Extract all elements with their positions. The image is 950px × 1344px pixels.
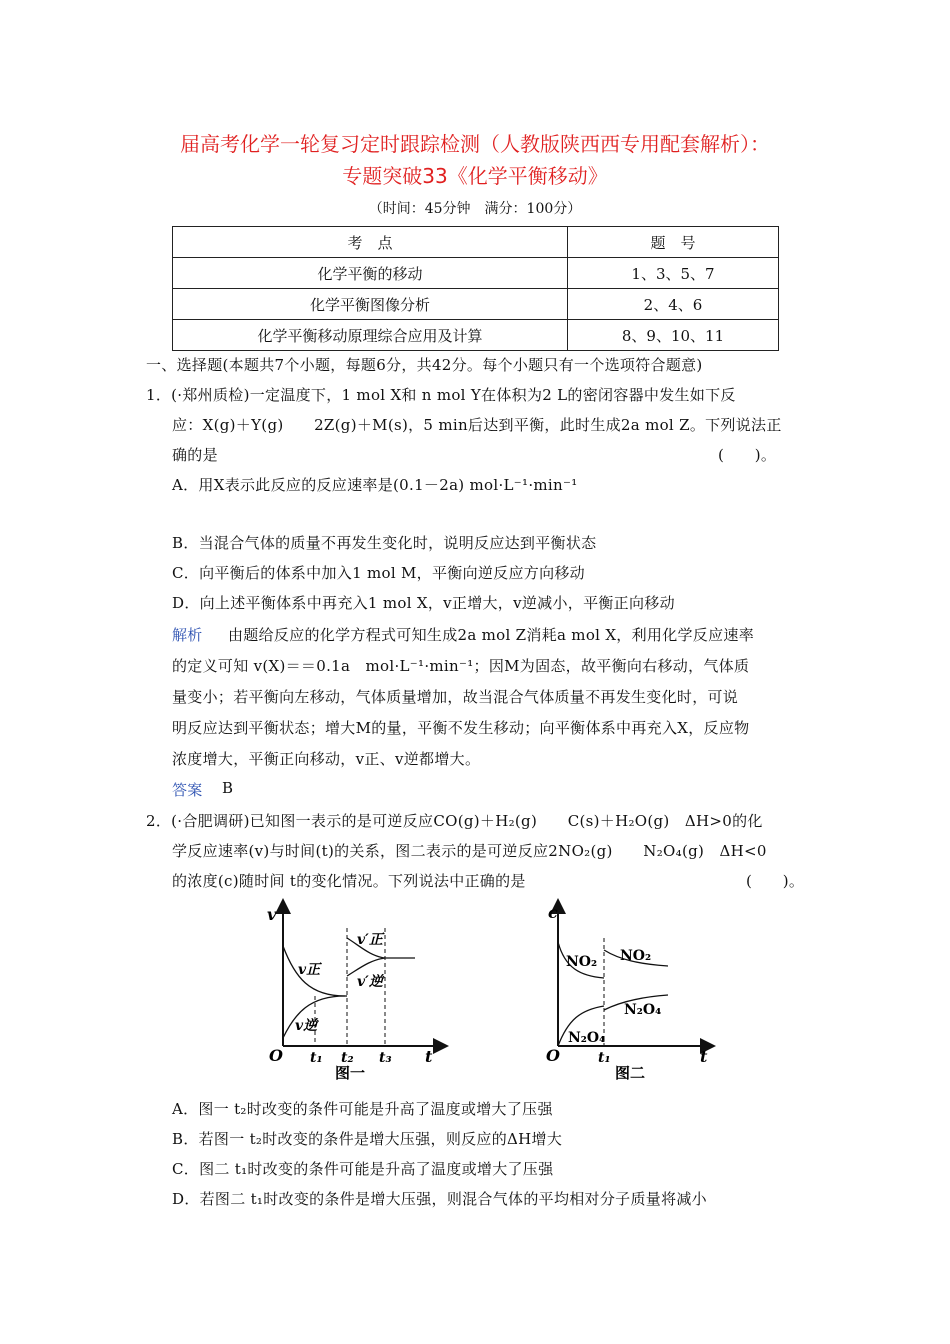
q1-line1: 1．(·郑州质检)一定温度下，1 mol X和 n mol Y在体积为2 L的密闭容器中发生如下反	[146, 386, 736, 404]
curve-label: v′正	[357, 932, 383, 948]
analysis-line: 量变小；若平衡向左移动，气体质量增加，故当混合气体质量不再发生变化时，可说	[172, 688, 739, 706]
curve-label: NO₂	[620, 948, 652, 964]
curve-label: v逆	[295, 1018, 318, 1034]
table-cell: 8、9、10、11	[568, 320, 779, 351]
origin-label: O	[546, 1046, 560, 1065]
curve-label: N₂O₄	[624, 1002, 662, 1018]
origin-label: O	[269, 1046, 283, 1065]
q1-option-d: D．向上述平衡体系中再充入1 mol X，v正增大，v逆减小，平衡正向移动	[172, 594, 675, 612]
tick-label: t₁	[598, 1050, 611, 1066]
table-cell: 化学平衡图像分析	[173, 289, 568, 320]
doc-title-line2: 专题突破33《化学平衡移动》	[342, 164, 608, 188]
q2-option-a: A．图一 t₂时改变的条件可能是升高了温度或增大了压强	[172, 1100, 553, 1118]
topic-table	[172, 226, 779, 351]
analysis-line: 由题给反应的化学方程式可知生成2a mol Z消耗a mol X，利用化学反应速率	[228, 626, 755, 644]
analysis-line: 浓度增大，平衡正向移动，v正、v逆都增大。	[172, 750, 481, 768]
tick-label: t₃	[379, 1050, 392, 1066]
x-axis-label: t	[425, 1047, 433, 1066]
curve-label: NO₂	[566, 954, 598, 970]
table-cell: 2、4、6	[568, 289, 779, 320]
q2-line2: 学反应速率(v)与时间(t)的关系，图二表示的是可逆反应2NO₂(g) N₂O₄(g) ΔH<0	[172, 842, 767, 860]
q2-option-d: D．若图二 t₁时改变的条件是增大压强，则混合气体的平均相对分子质量将减小	[172, 1190, 707, 1208]
table-row	[173, 289, 779, 320]
tick-label: t₁	[310, 1050, 323, 1066]
section-heading: 一、选择题(本题共7个小题，每题6分，共42分。每个小题只有一个选项符合题意)	[146, 356, 703, 374]
answer-label: 答案	[172, 781, 203, 799]
table-cell: 化学平衡的移动	[173, 258, 568, 289]
tick-label: t₂	[341, 1050, 354, 1066]
doc-meta: （时间：45分钟 满分：100分）	[368, 201, 582, 217]
table-header-cell: 题 号	[568, 227, 779, 258]
q1-option-a: A．用X表示此反应的反应速率是(0.1－2a) mol·L⁻¹·min⁻¹	[172, 476, 578, 494]
doc-title-line1: 届高考化学一轮复习定时跟踪检测（人教版陕西西专用配套解析）：	[180, 132, 770, 156]
q2-option-c: C．图二 t₁时改变的条件可能是升高了温度或增大了压强	[172, 1160, 554, 1178]
analysis-label: 解析	[172, 626, 203, 644]
q1-line2: 应：X(g)＋Y(g) 2Z(g)＋M(s)，5 min后达到平衡，此时生成2a mol Z。下列说法正	[172, 416, 782, 434]
table-header-cell: 考 点	[173, 227, 568, 258]
q2-option-b: B．若图一 t₂时改变的条件是增大压强，则反应的ΔH增大	[172, 1130, 563, 1148]
figure-1-caption: 图一	[335, 1064, 366, 1082]
q1-line3: 确的是	[172, 446, 218, 464]
table-cell: 1、3、5、7	[568, 258, 779, 289]
figure-2	[540, 898, 720, 1088]
analysis-line: 的定义可知 v(X)＝＝0.1a mol·L⁻¹·min⁻¹；因M为固态，故平衡向右移动，气体质	[172, 657, 750, 675]
q1-option-c: C．向平衡后的体系中加入1 mol M，平衡向逆反应方向移动	[172, 564, 585, 582]
y-axis-label: c	[548, 903, 558, 922]
figure-1	[255, 898, 455, 1088]
x-axis-label: t	[700, 1047, 708, 1066]
q1-answer-blank: ( )。	[718, 446, 777, 464]
curve-label: v′逆	[357, 974, 383, 990]
curve-label: N₂O₄	[568, 1030, 606, 1046]
q2-line3: 的浓度(c)随时间 t的变化情况。下列说法中正确的是	[172, 872, 526, 890]
figure-2-caption: 图二	[615, 1064, 646, 1082]
table-cell: 化学平衡移动原理综合应用及计算	[173, 320, 568, 351]
table-header-row	[173, 227, 779, 258]
analysis-line: 明反应达到平衡状态；增大M的量，平衡不发生移动；向平衡体系中再充入X，反应物	[172, 719, 750, 737]
answer-value: B	[222, 779, 234, 797]
curve-label: v正	[298, 962, 321, 978]
table-row	[173, 320, 779, 351]
q2-line1: 2．(·合肥调研)已知图一表示的是可逆反应CO(g)＋H₂(g) C(s)＋H₂O(g) ΔH>0的化	[146, 812, 763, 830]
q2-answer-blank: ( )。	[746, 872, 805, 890]
table-row	[173, 258, 779, 289]
q1-option-b: B．当混合气体的质量不再发生变化时，说明反应达到平衡状态	[172, 534, 597, 552]
y-axis-label: v	[267, 905, 277, 924]
